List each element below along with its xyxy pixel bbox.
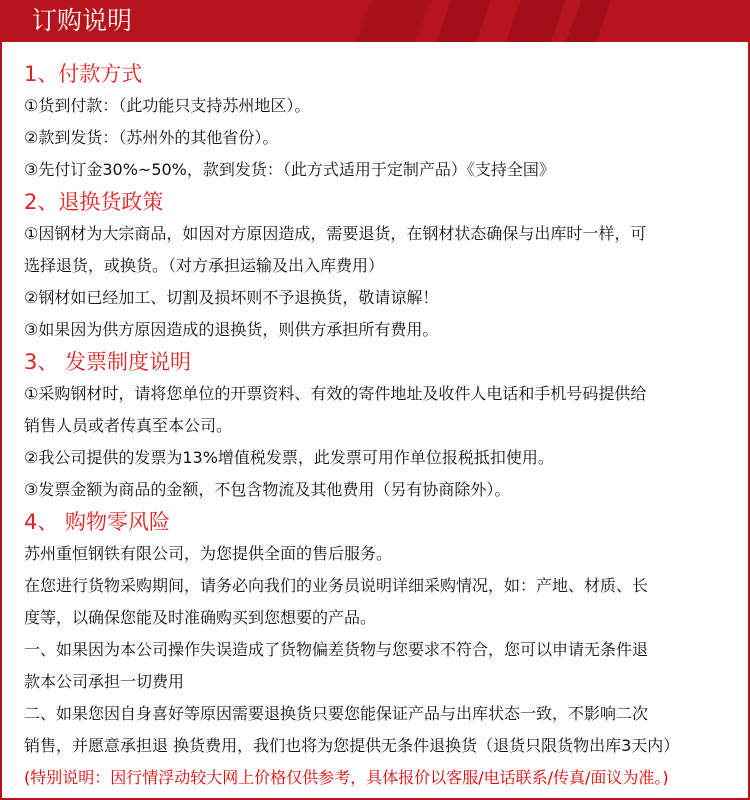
section-text-line: ②我公司提供的发票为13%增值税发票，此发票可用作单位报税抵扣使用。 xyxy=(24,448,554,467)
special-note: (特别说明：因行情浮动较大网上价格仅供参考，具体报价以客服/电话联系/传真/面议为准。) xyxy=(24,768,669,787)
decorative-stripe xyxy=(429,0,494,42)
section-text-line: 款本公司承担一切费用 xyxy=(24,672,185,691)
section-text-line: ①货到付款：（此功能只支持苏州地区）。 xyxy=(24,96,311,115)
section-text-line: 选择退货，或换货。（对方承担运输及出入库费用） xyxy=(24,256,385,275)
section-text-line: ③如果因为供方原因造成的退换货，则供方承担所有费用。 xyxy=(24,320,439,339)
section-text-line: 销售，并愿意承担退 换货费用，我们也将为您提供无条件退换货（退货只限货物出库3天内） xyxy=(24,736,680,755)
section-heading: 3、 发票制度说明 xyxy=(24,350,192,374)
section-text-line: 度等，以确保您能及时准确购买到您想要的产品。 xyxy=(24,608,377,627)
decorative-stripe xyxy=(559,0,614,42)
section-text-line: ③先付订金30%~50%，款到发货：（此方式适用于定制产品）《支持全国》 xyxy=(24,160,555,179)
section-text-line: ②款到发货：（苏州外的其他省份）。 xyxy=(24,128,279,147)
section-heading: 4、 购物零风险 xyxy=(24,510,171,534)
decorative-stripe xyxy=(499,0,569,42)
section-text-line: 苏州重恒钢铁有限公司，为您提供全面的售后服务。 xyxy=(24,544,393,563)
decorative-stripe xyxy=(349,0,434,42)
section-text-line: ③发票金额为商品的金额，不包含物流及其他费用（另有协商除外）。 xyxy=(24,480,511,499)
header-banner xyxy=(2,0,750,42)
section-text-line: 销售人员或者传真至本公司。 xyxy=(24,416,233,435)
section-text-line: ①采购钢材时，请将您单位的开票资料、有效的寄件地址及收件人电话和手机号码提供给 xyxy=(24,384,647,403)
section-heading: 2、退换货政策 xyxy=(24,190,164,214)
content xyxy=(24,58,740,794)
section-text-line: ②钢材如已经加工、切割及损坏则不予退换货，敬请谅解！ xyxy=(24,288,439,307)
section-text-line: 一、如果因为本公司操作失误造成了货物偏差货物与您要求不符合，您可以申请无条件退 xyxy=(24,640,649,659)
section-text-line: 二、如果您因自身喜好等原因需要退换货只要您能保证产品与出库状态一致，不影响二次 xyxy=(24,704,649,723)
page-title: 订购说明 xyxy=(32,6,133,35)
section-text-line: ①因钢材为大宗商品，如因对方原因造成，需要退货，在钢材状态确保与出库时一样，可 xyxy=(24,224,647,243)
section-heading: 1、付款方式 xyxy=(24,62,143,86)
section-text-line: 在您进行货物采购期间，请务必向我们的业务员说明详细采购情况，如：产地、材质、长 xyxy=(24,576,649,595)
